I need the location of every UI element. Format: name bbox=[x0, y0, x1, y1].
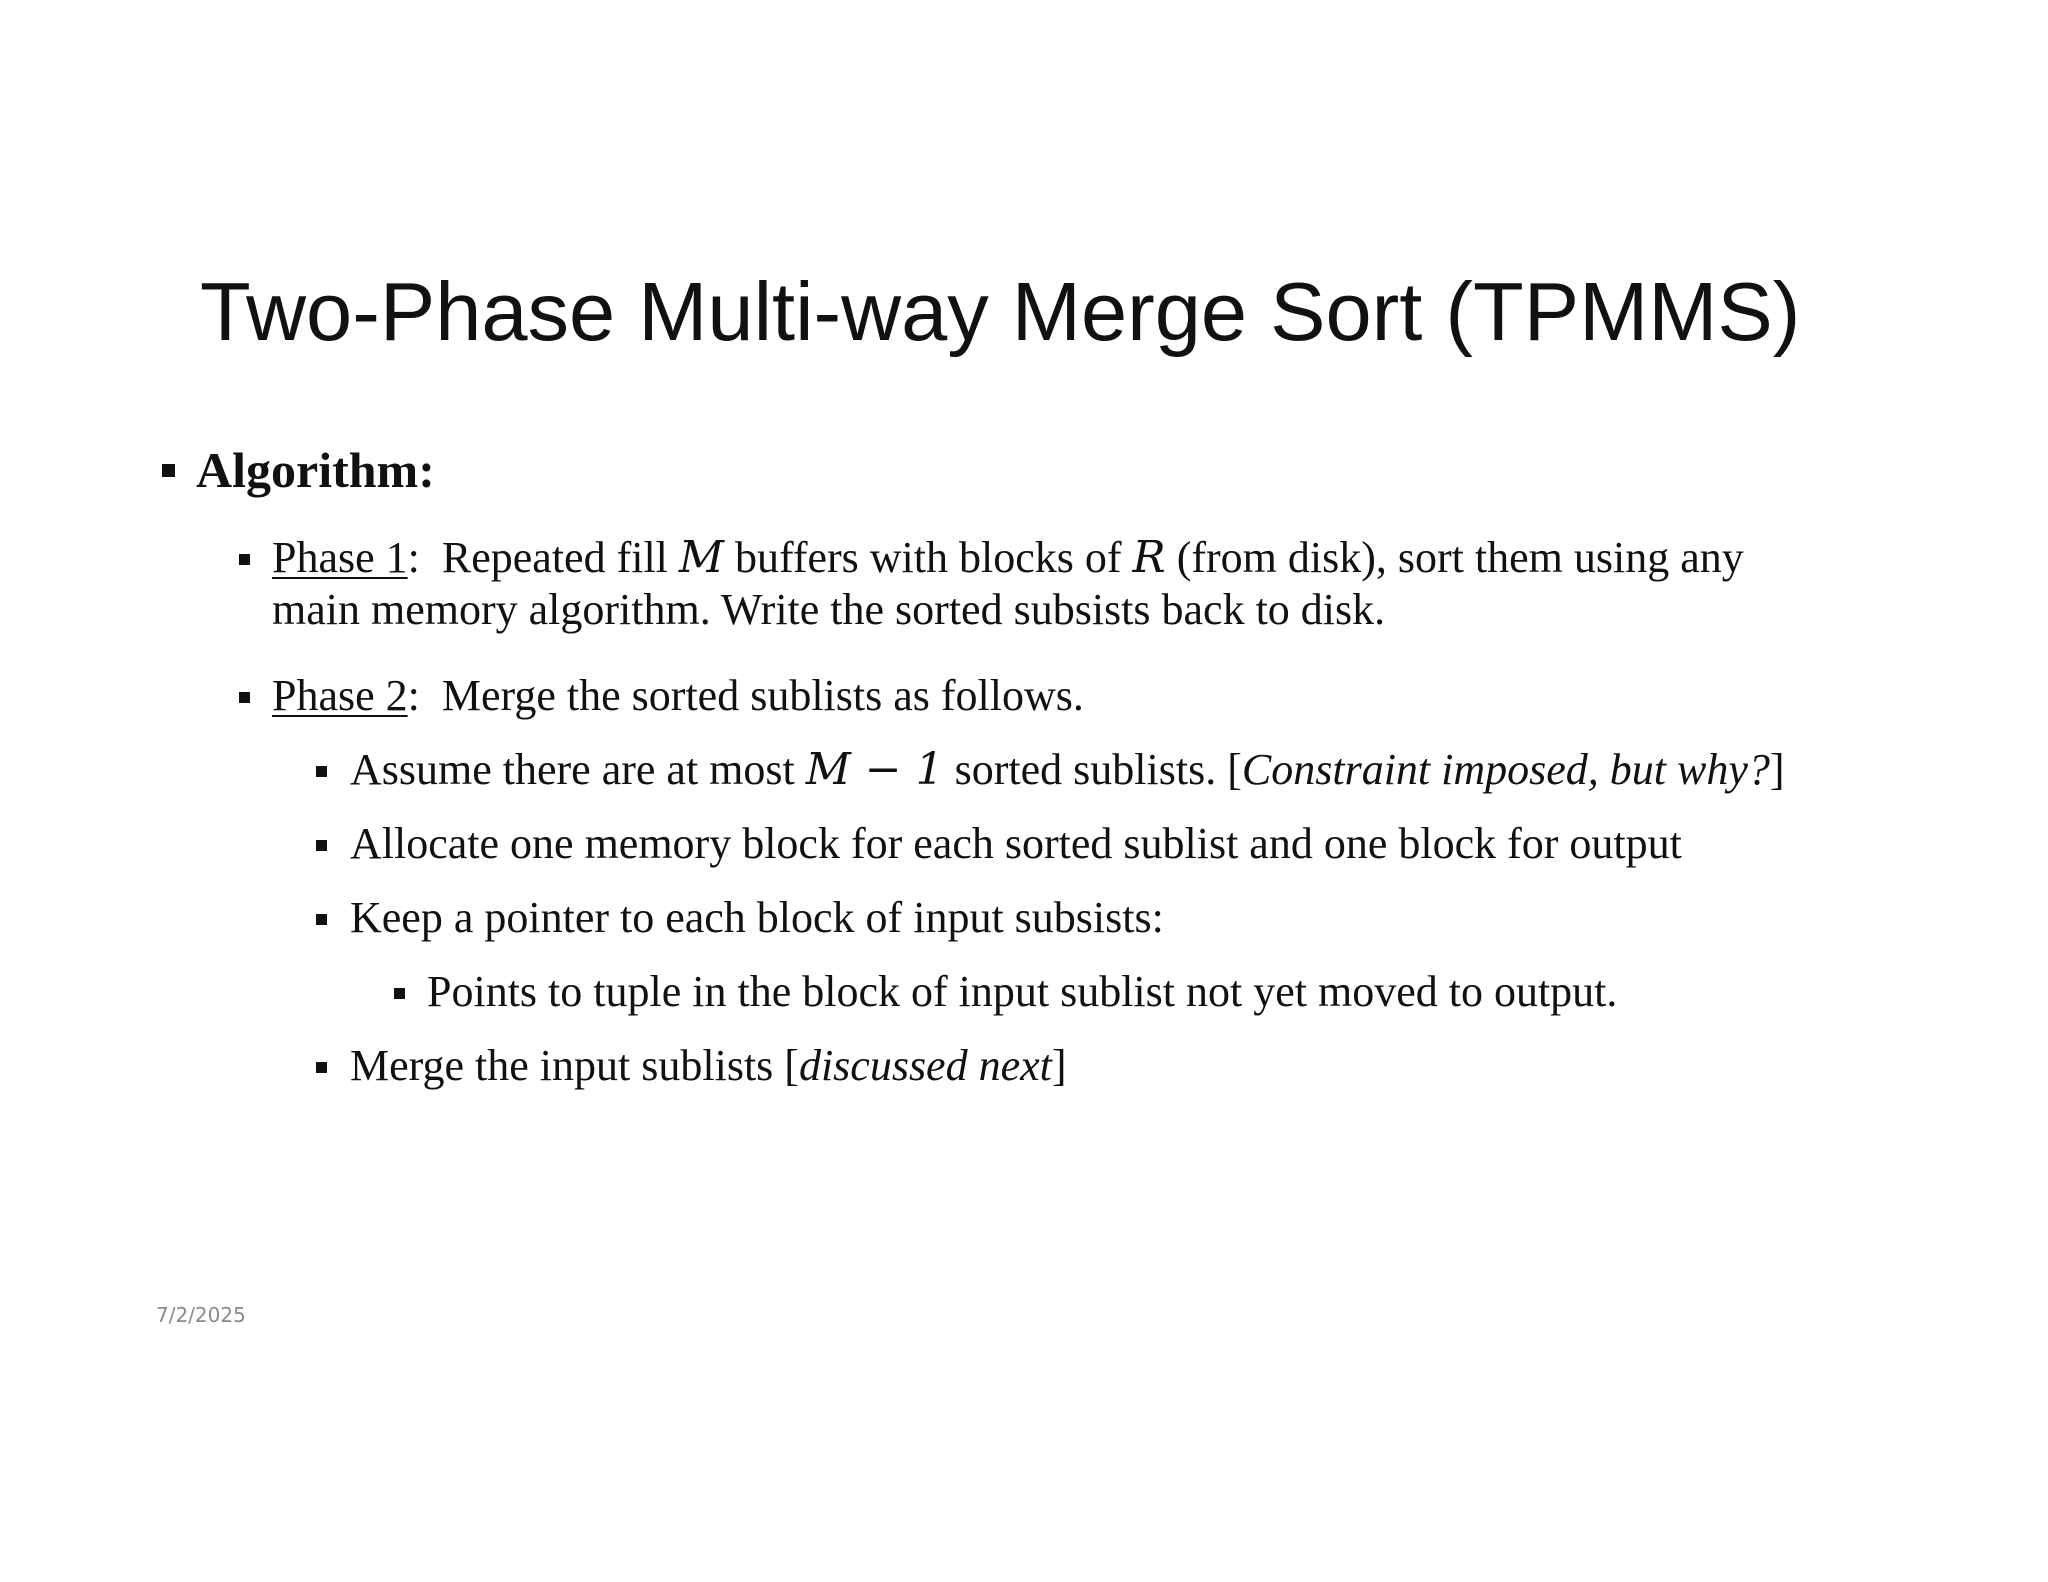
phase1-text-a: Repeated fill bbox=[441, 533, 679, 582]
phase2-label: Phase 2 bbox=[272, 671, 408, 720]
algorithm-heading: Algorithm: bbox=[196, 442, 435, 498]
list-item-allocate: Allocate one memory block for each sorted sublist and one block for output bbox=[350, 819, 1682, 868]
phase2-line bbox=[272, 670, 1084, 722]
phase2-sep: : bbox=[407, 671, 420, 720]
bullet-square-icon bbox=[239, 554, 250, 565]
math-var-m: M bbox=[678, 532, 724, 583]
list-item-points-to: Points to tuple in the block of input sublist not yet moved to output. bbox=[427, 967, 1618, 1016]
list-item-pointer: Keep a pointer to each block of input subsists: bbox=[350, 893, 1164, 942]
item4-text-a: Merge the input sublists [ bbox=[350, 1041, 799, 1090]
phase1-line2: main memory algorithm. Write the sorted subsists back to disk. bbox=[272, 585, 1386, 634]
math-m-minus-1: M − 1 bbox=[805, 744, 944, 795]
bullet-square-icon bbox=[316, 1062, 327, 1073]
bullet-square-icon bbox=[316, 840, 327, 851]
item4-italic: discussed next bbox=[798, 1041, 1052, 1090]
bullet-square-icon bbox=[394, 988, 405, 999]
phase1-text-c: (from disk), sort them using any bbox=[1165, 533, 1744, 582]
item1-text-c: ] bbox=[1769, 745, 1785, 794]
phase2-text: Merge the sorted sublists as follows. bbox=[441, 671, 1084, 720]
bullet-square-icon bbox=[316, 766, 327, 777]
item1-text-b: sorted sublists. [ bbox=[943, 745, 1242, 794]
item1-italic: Constraint imposed, but why? bbox=[1241, 745, 1770, 794]
phase1-sep: : bbox=[407, 533, 420, 582]
item4-text-b: ] bbox=[1051, 1041, 1067, 1090]
item1-text-a: Assume there are at most bbox=[350, 745, 806, 794]
bullet-square-icon bbox=[316, 914, 327, 925]
footer-date: 7/2/2025 bbox=[156, 1303, 246, 1327]
math-var-r: R bbox=[1132, 532, 1166, 583]
bullet-square-icon bbox=[162, 464, 175, 477]
list-item-merge bbox=[350, 1040, 1067, 1092]
phase1-label: Phase 1 bbox=[272, 533, 408, 582]
phase1-text-b: buffers with blocks of bbox=[723, 533, 1133, 582]
phase1-line1 bbox=[272, 532, 1744, 584]
bullet-square-icon bbox=[239, 692, 250, 703]
list-item-assume bbox=[350, 744, 1785, 796]
slide-title: Two-Phase Multi-way Merge Sort (TPMMS) bbox=[200, 265, 1801, 358]
